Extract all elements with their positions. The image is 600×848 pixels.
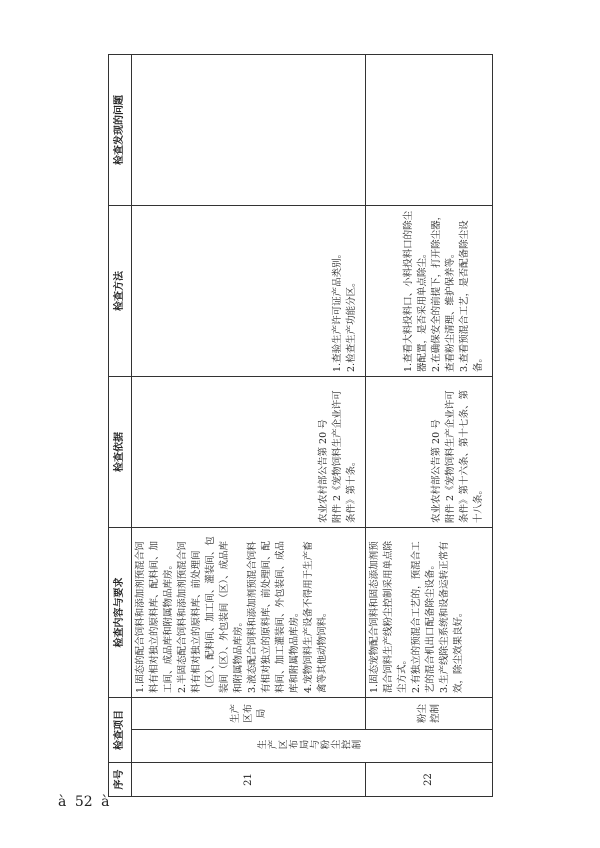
- header-issue: 检查发现的问题: [109, 55, 132, 206]
- header-basis: 检查依据: [109, 377, 132, 528]
- row-item: 生产区布局与粉尘控制: [132, 730, 493, 763]
- row-issue: [366, 55, 493, 206]
- inspection-table: [108, 54, 493, 797]
- footer-right-mark: à: [101, 794, 110, 810]
- row-number: 22: [366, 763, 493, 797]
- page-number: 52: [74, 794, 93, 810]
- header-item: 检查项目: [109, 698, 132, 763]
- row-basis: 农业农村部公告第 20 号 附件 2《宠物饲料生产企业许可条件》第十条。: [132, 377, 366, 528]
- row-basis: 农业农村部公告第 20 号 附件 2《宠物饲料生产企业许可条件》第十六条、第十七条、第十八条。: [366, 377, 493, 528]
- row-subitem: 粉尘控制: [366, 698, 493, 730]
- header-no: 序号: [109, 763, 132, 797]
- table-row: [132, 55, 366, 797]
- header-method: 检查方法: [109, 206, 132, 377]
- rotated-table-sheet: [108, 55, 493, 797]
- table-header-row: [109, 55, 132, 797]
- row-number: 21: [132, 763, 366, 797]
- row-content: 1.固态的配合饲料和添加剂预混合饲料有相对独立的原料库、配料间、加工间、成品库和附属物品库房。 2.半固态配合饲料和添加剂预混合饲料有相对独立的原料库、前处理间（区）、配料间、加工间、灌装间、包装间（区）、外包装间（区）、成品库和附属物品库房。 3.液态配合饲料和添加剂预混合饲料有相对独立的原料库、前处理间、配料间、加工灌装间、外包装间、成品库和附属物品库房。 4.宠物饲料生产设备不得用于生产畜禽等其他动物饲料。: [132, 528, 366, 698]
- row-subitem: 生产区布局: [132, 698, 366, 730]
- row-method: 1.查看大料投料口、小料投料口的除尘器配置，是否采用单点除尘。 2.在确保安全的前提下，打开除尘器，查看粉尘清理、维护保养等。 3.查看预混合工艺，是否配备除尘设备。: [366, 206, 493, 377]
- row-content: 1.固态宠物配合饲料和固态添加剂预混合饲料生产线粉尘控制采用单点除尘方式。 2.有独立的预混合工艺的，预混合工艺的混合机出口配备除尘设备。 3.生产线除尘系统和设备运转正常有效，除尘效果良好。: [366, 528, 493, 698]
- page-footer: [58, 794, 113, 810]
- table-row: [366, 55, 493, 797]
- header-content: 检查内容与要求: [109, 528, 132, 698]
- footer-left-mark: à: [58, 794, 67, 810]
- row-method: 1.查验生产许可证产品类别。 2.检查生产功能分区。: [132, 206, 366, 377]
- row-issue: [132, 55, 366, 206]
